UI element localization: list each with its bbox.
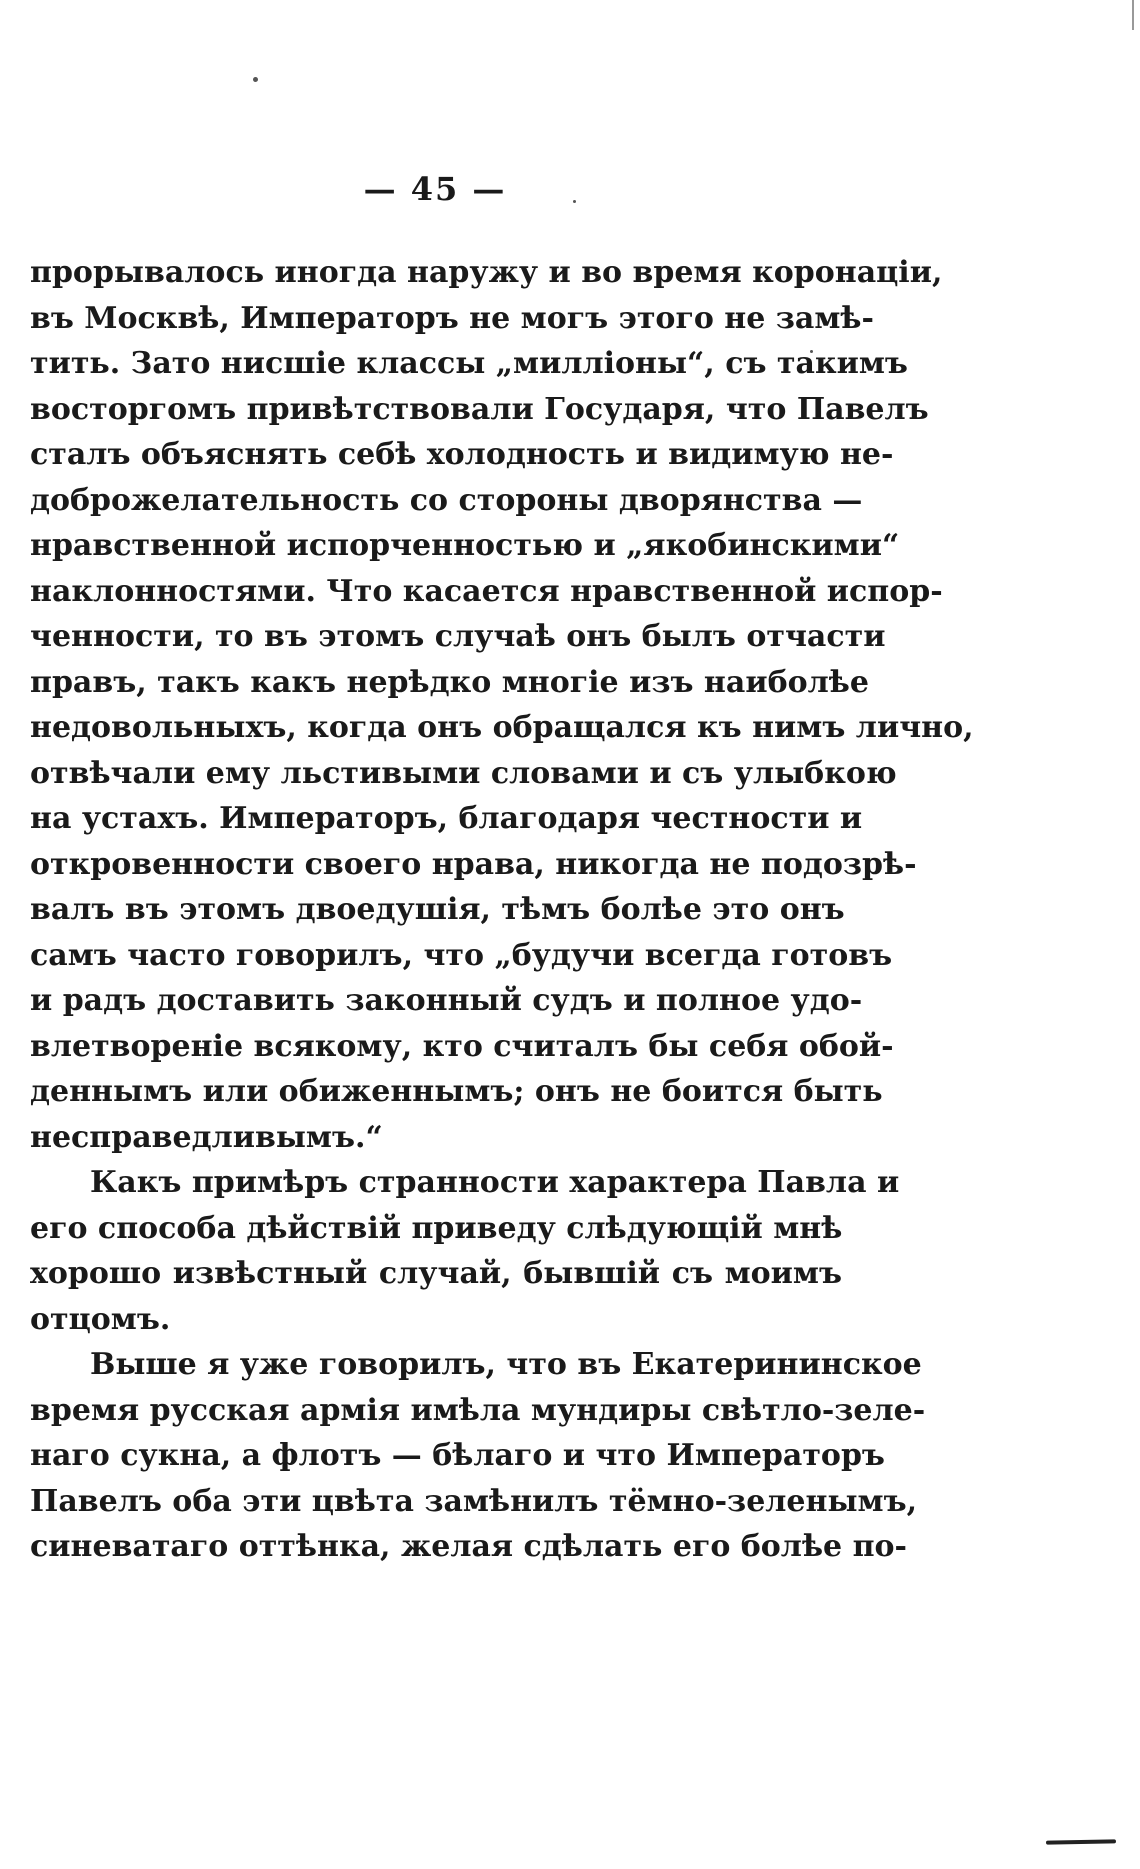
ink-speck [253, 77, 258, 82]
text-line: самъ часто говорилъ, что „будучи всегда готовъ [30, 937, 893, 973]
text-line: его способа дѣйствій приведу слѣдующій мнѣ [30, 1210, 843, 1246]
text-line: время русская армія имѣла мундиры свѣтло-зеле- [30, 1392, 926, 1428]
text-line: сталъ объяснять себѣ холодность и видимую не- [30, 437, 894, 472]
text-line: наклонностями. Что касается нравственной испор- [30, 573, 943, 609]
page-edge-mark [1046, 1839, 1116, 1844]
page-number: — 45 — [363, 170, 507, 208]
text-line: Выше я уже говорилъ, что въ Екатерининское [90, 1347, 922, 1382]
text-line: откровенности своего нрава, никогда не подозрѣ- [30, 846, 917, 882]
ink-speck [573, 200, 576, 203]
text-line: прорывалось иногда наружу и во время коронаціи, [30, 255, 943, 290]
text-line: ченности, то въ этомъ случаѣ онъ былъ отчасти [30, 619, 886, 654]
text-line: правъ, такъ какъ нерѣдко многіе изъ наиболѣе [30, 664, 869, 700]
page-edge-mark [1132, 0, 1134, 30]
text-line: отцомъ. [30, 1301, 171, 1337]
text-line: и радъ доставить законный судъ и полное удо- [30, 983, 863, 1018]
text-line: Павелъ оба эти цвѣта замѣнилъ тёмно-зеленымъ, [30, 1483, 918, 1519]
text-line: валъ въ этомъ двоедушія, тѣмъ болѣе это онъ [30, 892, 845, 927]
text-line: хорошо извѣстный случай, бывшій съ моимъ [30, 1256, 842, 1291]
text-line: наго сукна, а флотъ — бѣлаго и что Императоръ [30, 1438, 885, 1473]
text-line: доброжелательность со стороны дворянства — [30, 482, 863, 518]
text-line: нравственной испорченностью и „якобинскими“ [30, 528, 900, 563]
text-line: на устахъ. Императоръ, благодаря честности и [30, 801, 863, 836]
text-line: въ Москвѣ, Императоръ не могъ этого не замѣ- [30, 300, 874, 336]
text-line: несправедливымъ.“ [30, 1119, 383, 1155]
text-line: синеватаго оттѣнка, желая сдѣлать его болѣе по- [30, 1529, 908, 1564]
body-text [30, 250, 974, 1570]
text-line: недовольныхъ, когда онъ обращался къ нимъ лично, [30, 710, 974, 745]
text-line: тить. Зато нисшіе классы „милліоны“, съ такимъ [30, 346, 908, 381]
text-line: восторгомъ привѣтствовали Государя, что Павелъ [30, 391, 929, 427]
text-line: влетвореніе всякому, кто считалъ бы себя обой- [30, 1028, 894, 1064]
text-line: Какъ примѣръ странности характера Павла и [90, 1165, 900, 1200]
text-line: деннымъ или обиженнымъ; онъ не боится быть [30, 1074, 883, 1109]
text-line: отвѣчали ему льстивыми словами и съ улыбкою [30, 755, 897, 791]
